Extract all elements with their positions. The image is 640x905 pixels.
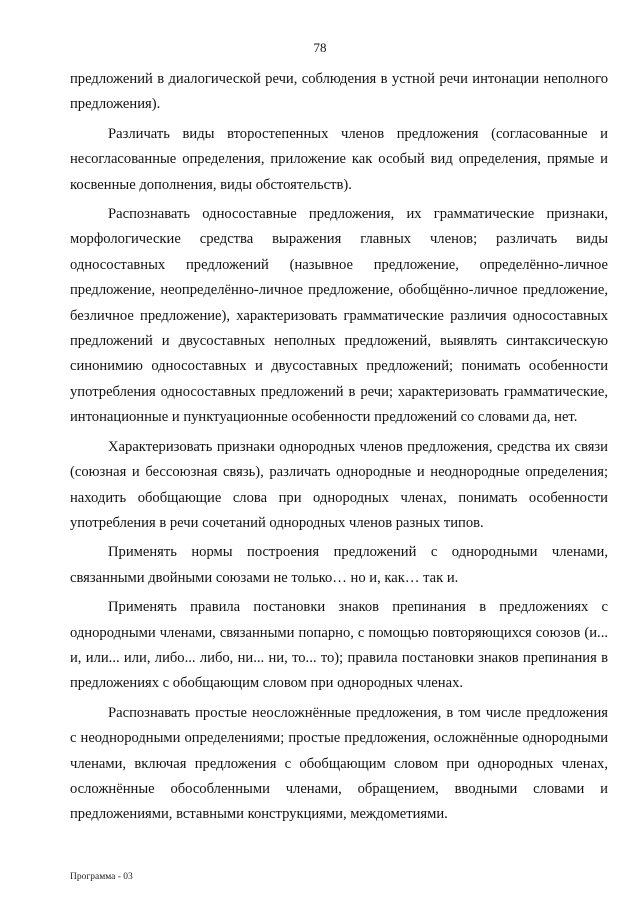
paragraph-punctuation-rules: Применять правила постановки знаков препинания в предложениях с однородными членами, связанными попарно, с помощью повторяющихся союзов (и... и, или... или, либо... либо, ни... ни, то... то); правила постановки знаков препинания в предложениях с обобщающим словом при однородных членах.: [70, 599, 608, 692]
footer-program-label: Программа - 03: [70, 872, 133, 882]
page-number: 78: [313, 40, 327, 55]
paragraph-homogeneous-members: Характеризовать признаки однородных членов предложения, средства их связи (союзная и бессоюзная связь), различать однородные и неоднородные определения; находить обобщающие слова при однородных членах, понимать особенности употребления в речи сочетаний однородных членов разных типов.: [70, 438, 608, 531]
paragraph-continuation: предложений в диалогической речи, соблюдения в устной речи интонации неполного предложения).: [70, 71, 608, 113]
paragraph-double-conjunctions: Применять нормы построения предложений с однородными членами, связанными двойными союзами не только… но и, как… так и.: [70, 544, 608, 586]
paragraph-one-part-sentences: Распознавать односоставные предложения, их грамматические признаки, морфологические средства выражения главных членов; различать виды односоставных предложений (назывное предложение, определённо-личное предложение, неопределённо-личное предложение, обобщённо-личное предложение, безличное предложение), характеризовать грамматические различия односоставных предложений и двусоставных неполных предложений, выявлять синтаксическую синонимию односоставных и двусоставных предложений; понимать особенности употребления односоставных предложений в речи; характеризовать грамматические, интонационные и пунктуационные особенности предложений со словами да, нет.: [70, 206, 608, 426]
paragraph-simple-sentences: Распознавать простые неосложнённые предложения, в том числе предложения с неоднородными определениями; простые предложения, осложнённые однородными членами, включая предложения с обобщающим словом при однородных членах, осложнённые обособленными членами, обращением, вводными словами и предложениями, вставными конструкциями, междометиями.: [70, 704, 608, 823]
body-text: [70, 67, 608, 832]
paragraph-secondary-members: Различать виды второстепенных членов предложения (согласованные и несогласованные определения, приложение как особый вид определения, прямые и косвенные дополнения, виды обстоятельств).: [70, 125, 608, 193]
